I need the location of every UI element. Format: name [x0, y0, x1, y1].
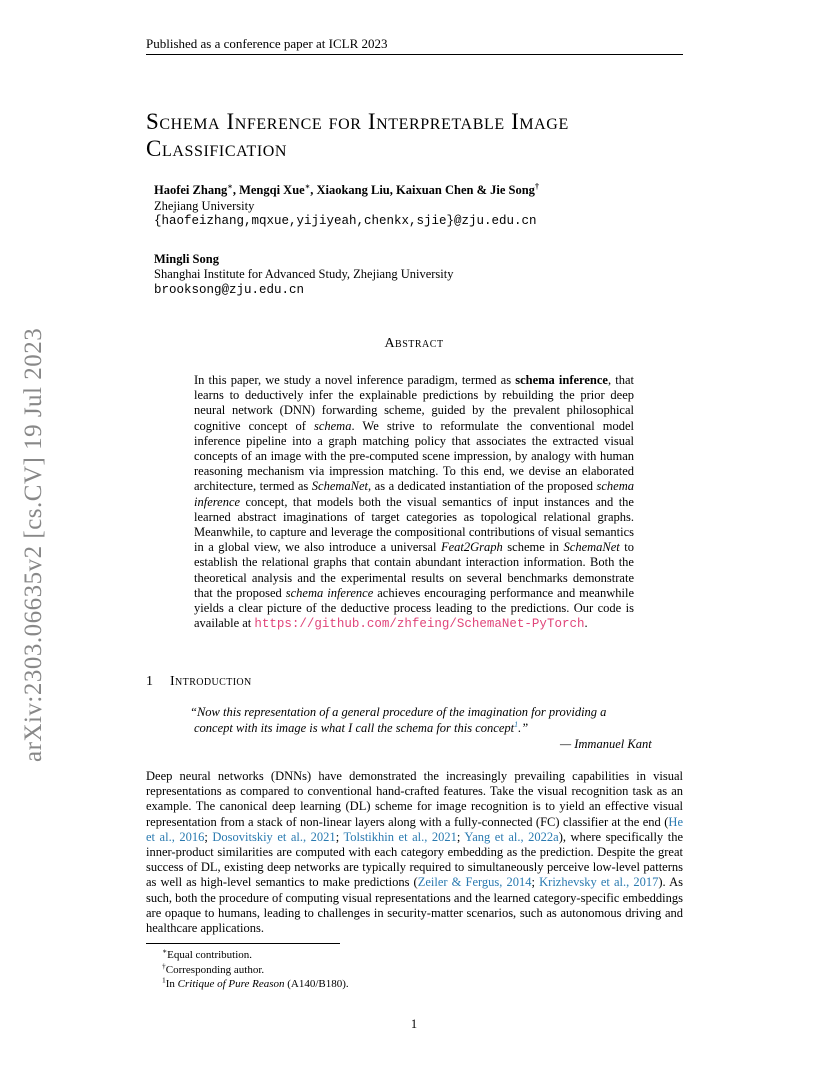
- affiliation-2: Shanghai Institute for Advanced Study, Zhejiang University: [154, 267, 454, 281]
- body-text: ;: [204, 829, 213, 844]
- affiliation-1: Zhejiang University: [154, 199, 255, 213]
- footnote-mark: 1: [162, 975, 166, 985]
- abstract-italic: schema: [313, 418, 352, 433]
- email-1: {haofeizhang,mqxue,yijiyeah,chenkx,sjie}@zju.edu.cn: [154, 214, 537, 228]
- section-title: Introduction: [170, 674, 252, 689]
- body-text: Deep neural networks (DNNs) have demonstrated the increasingly prevailing capabilities in visual representations as compared to conventional hand-crafted features. Take the visual recognition task as an example. The canonical deep learning (DL) scheme for image recognition is to yield an effective visual representation from a stack of non-linear layers along with a fully-connected (FC) classifier at the end (: [146, 769, 683, 829]
- equal-contribution-mark: ∗: [227, 181, 233, 191]
- arxiv-stamp: arXiv:2303.06635v2 [cs.CV] 19 Jul 2023: [20, 327, 47, 762]
- footnote-italic: Critique of Pure Reason: [177, 978, 285, 990]
- section-number: 1: [146, 674, 153, 689]
- body-text: ), where specifically the inner-product similarities are computed with each category embedding as the prediction. Despite the great success of DL, existing deep networks are typically required to simultaneously perceive low-level patterns as well as high-level semantics to make predictions (: [146, 829, 683, 890]
- abstract-text: , as a dedicated instantiation of the proposed: [368, 479, 597, 494]
- footnotes: [162, 948, 349, 992]
- author-names: Haofei Zhang∗, Mengqi Xue∗, Xiaokang Liu, Kaixuan Chen & Jie Song: [154, 181, 535, 197]
- abstract-italic: schema inference: [285, 585, 374, 600]
- epigraph-quote: [190, 705, 638, 736]
- footnote-ref-1[interactable]: 1: [514, 719, 519, 729]
- footnote-mark: ∗: [162, 946, 168, 956]
- abstract-text: In this paper, we study a novel inference paradigm, termed as: [194, 373, 516, 387]
- abstract-text: scheme in: [502, 540, 564, 555]
- citation-link[interactable]: Tolstikhin et al., 2021: [343, 829, 457, 844]
- footnote-equal-contribution: [162, 948, 349, 963]
- footnote-rule: [146, 943, 340, 944]
- author-names-group-2: Mingli Song: [154, 252, 219, 266]
- body-text: ;: [335, 829, 344, 844]
- citation-link[interactable]: Krizhevsky et al., 2017: [539, 875, 659, 890]
- abstract-text: .: [584, 616, 588, 631]
- abstract-heading: Abstract: [384, 336, 444, 351]
- page-number: 1: [410, 1017, 418, 1031]
- abstract-text: concept, that models both the visual semantics of input instances and the learned abstract imaginations of target categories as topological relational graphs. Meanwhile, to capture and leverage the compositional contributions of visual semantics in a global view, we also introduce a universal: [194, 494, 634, 555]
- quote-line-1: “Now this representation of a general procedure of the imagination for providing a: [190, 705, 607, 719]
- abstract-text: to establish the relational graphs that contain abundant interaction information. Both the theoretical analysis and the experimental results on several benchmarks demonstrate that the proposed: [194, 540, 634, 600]
- abstract-text: , that learns to deductively infer the explainable predictions by rebuilding the prior deep neural network (DNN) forwarding scheme, guided by the prevalent philosophical cognitive concept of: [194, 373, 634, 433]
- section-heading-introduction: [146, 674, 252, 690]
- author-names-group-1: [154, 183, 539, 198]
- email-2: brooksong@zju.edu.cn: [154, 283, 305, 297]
- footnote-text: Equal contribution.: [167, 949, 253, 961]
- citation-link[interactable]: Dosovitskiy et al., 2021: [212, 829, 336, 844]
- quote-attribution: — Immanuel Kant: [560, 737, 652, 751]
- header-rule: [146, 54, 683, 55]
- citation-link[interactable]: Yang et al., 2022a: [464, 829, 559, 844]
- equal-contribution-mark: ∗: [304, 181, 311, 191]
- body-text: ). As such, both the procedure of computing visual representations and the learned category-specific embeddings are opaque to humans, leading to challenges in security-matter scenarios, such as autonomous driving and healthcare applications.: [146, 875, 683, 936]
- quote-text: concept with its image is what I call the schema for this concept: [194, 720, 515, 735]
- footnote-text: Corresponding author.: [165, 963, 265, 976]
- abstract-italic: schema inference: [194, 479, 634, 509]
- footnote-critique: [162, 977, 349, 992]
- title-line-2: Classification: [146, 136, 288, 161]
- corresponding-mark: †: [534, 181, 539, 191]
- introduction-paragraph: [146, 769, 683, 936]
- citation-link[interactable]: Zeiler & Fergus, 2014: [417, 875, 532, 890]
- citation-link[interactable]: He et al., 2016: [146, 814, 683, 844]
- abstract-body: [194, 373, 634, 632]
- abstract-bold-term: schema inference: [515, 373, 608, 387]
- quote-text: .”: [518, 720, 529, 735]
- title-line-1: Schema Inference for Interpretable Image: [146, 109, 569, 134]
- abstract-italic: SchemaNet: [563, 540, 620, 555]
- code-url-link[interactable]: https://github.com/zhfeing/SchemaNet-PyTorch: [254, 617, 585, 632]
- footnote-corresponding-author: [162, 960, 349, 978]
- body-text: ;: [456, 829, 465, 844]
- quote-line-2: [190, 721, 638, 737]
- abstract-text: achieves encouraging performance and meanwhile yields a clear picture of the deductive process leading to the predictions. Our code is available at: [194, 585, 635, 631]
- abstract-italic: SchemaNet: [311, 479, 369, 494]
- footnote-mark: †: [162, 960, 166, 970]
- paper-title: [146, 108, 686, 162]
- footnote-text: In: [165, 978, 178, 990]
- body-text: ;: [531, 875, 540, 890]
- abstract-text: . We strive to reformulate the conventional model inference pipeline into a graph matching policy that associates the extracted visual concepts of an image with the pre-computed scene impression, by analogy with human reasoning mechanism via impression matching. To this end, we devise an elaborated architecture, termed as: [194, 418, 634, 494]
- abstract-italic: Feat2Graph: [440, 540, 503, 555]
- footnote-text: (A140/B180).: [284, 978, 349, 990]
- running-header: Published as a conference paper at ICLR 2023: [146, 36, 388, 51]
